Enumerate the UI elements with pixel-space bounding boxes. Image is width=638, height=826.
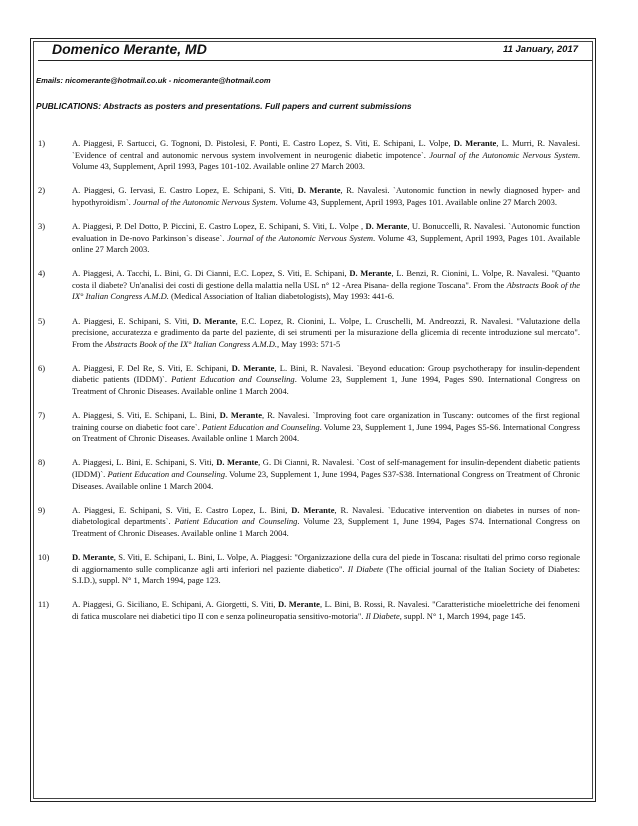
publication-details: . Volume 23, Supplement 1, June 1994, Pages S5-S6. International Congress on Treatment of Chronic Diseases. Available online 1 March 2004. [72, 421, 580, 444]
publication-details: . Volume 23, Supplement 1, June 1994, Pages S37-S38. International Congress on Treatment of Chronic Diseases. Available online 1 March 2004. [72, 468, 580, 491]
publication-item [38, 268, 580, 303]
highlighted-author: D. Merante [231, 362, 275, 373]
publication-source: Journal of the Autonomic Nervous System [132, 196, 276, 207]
publication-number: 6) [38, 362, 46, 373]
highlighted-author: D. Merante [192, 315, 236, 326]
publication-source: Abstracts Book of the IX° Italian Congress A.M.D. [105, 338, 278, 349]
publication-number: 10) [38, 551, 50, 562]
publication-authors: A. Piaggesi, E. Schipani, S. Viti, E. Castro Lopez, L. Bini, [72, 504, 292, 515]
publication-title: , L. Benzi, R. Cionini, L. Volpe, R. Navalesi. "Quanto costa il diabete? Un'analisi dei costi di gestione della malattia nella USL n° 12 -Area Pisana- della regione Toscana". From the [72, 268, 580, 290]
publication-details: (The official journal of the Italian Society of Diabetes: S.I.D.), suppl. N° 1, March 1994, page 123. [72, 563, 580, 586]
publication-details: (Medical Association of Italian diabetologists), May 1993: 441-6. [168, 291, 395, 302]
highlighted-author: D. Merante [219, 410, 263, 421]
publication-details: . Volume 43, Supplement, April 1993, Pages 101. Available online 27 March 2003. [72, 232, 580, 255]
publication-source: Abstracts Book of the IX° Italian Congress A.M.D. [72, 279, 580, 302]
publication-title: , L. Bini, B. Rossi, R. Navalesi. "Caratteristiche mioelettriche dei fenomeni di fatica muscolare nei diabetici tipo II con e senza polineuropatia sensitivo-motoria". [72, 599, 580, 621]
publication-details: . Volume 43, Supplement, April 1993, Pages 101-102. Available online 27 March 2003. [72, 149, 580, 172]
publication-number: 8) [38, 457, 46, 468]
publication-source: Il Diabete [347, 563, 384, 574]
publication-number: 3) [38, 220, 46, 231]
publication-number: 9) [38, 504, 46, 515]
publication-source: Patient Education and Counseling [171, 374, 295, 385]
publication-item [38, 363, 580, 398]
publication-title: , U. Bonuccelli, R. Navalesi. `Autonomic function evaluation in De-novo Parkinson`s disease`. [72, 220, 580, 243]
publication-authors: A. Piaggesi, G. Iervasi, E. Castro Lopez, E. Schipani, S. Viti, [72, 185, 298, 196]
publication-title: , E.C. Lopez, R. Cionini, L. Volpe, L. Cruschelli, M. Andreozzi, R. Navalesi. "Valutazione della precisione, accuratezza e gradimento da parte del paziente, di sei strumenti per la misurazione della glicemia di recente introduzione sul mercato". From the [72, 315, 581, 349]
publication-title: , G. Di Cianni, R. Navalesi. `Cost of self-management for insulin-dependent diabetic patients (IDDM)`. [72, 457, 580, 479]
publication-item [38, 599, 580, 622]
publication-source: Patient Education and Counseling [202, 421, 320, 432]
highlighted-author: D. Merante [278, 599, 320, 610]
publication-authors: A. Piaggesi, A. Tacchi, L. Bini, G. Di Cianni, E.C. Lopez, S. Viti, E. Schipani, [72, 268, 350, 279]
highlighted-author: D. Merante [365, 220, 408, 231]
publication-source: Patient Education and Counseling [174, 516, 298, 527]
publication-number: 7) [38, 410, 46, 421]
publication-details: , suppl. N° 1, March 1994, page 145. [399, 610, 526, 621]
document-date: 11 January, 2017 [503, 44, 578, 55]
publication-source: Journal of the Autonomic Nervous System [227, 232, 374, 243]
publication-authors: A. Piaggesi, F. Sartucci, G. Tognoni, D. Pistolesi, F. Ponti, E. Castro Lopez, S. Viti, E. Schipani, L. Volpe, [72, 138, 454, 148]
highlighted-author: D. Merante [297, 185, 341, 196]
publication-authors: A. Piaggesi, L. Bini, E. Schipani, S. Viti, [72, 457, 217, 468]
publication-item [38, 457, 580, 492]
publication-details: . Volume 43, Supplement, April 1993, Pages 101. Available online 27 March 2003. [275, 196, 558, 207]
publication-item [38, 185, 580, 208]
page-header [38, 42, 592, 61]
publication-source: Il Diabete [365, 610, 400, 621]
publication-details: , May 1993: 571-5 [277, 338, 341, 349]
publication-title: , R. Navalesi. `Educative intervention on diabetes in nurses of non-diabetological departments`. [72, 504, 580, 527]
publication-source: Journal of the Autonomic Nervous System [429, 149, 578, 160]
publication-details: . Volume 23, Supplement 1, June 1994, Pages S74. International Congress on Treatment of Chronic Diseases. Available online 1 March 2004. [72, 516, 580, 538]
publication-item [38, 316, 580, 351]
highlighted-author: D. Merante [349, 268, 392, 279]
publication-number: 4) [38, 268, 46, 279]
publication-title: , R. Navalesi. `Autonomic function in newly diagnosed hyper- and hypothyroidism`. [72, 185, 580, 207]
publication-authors: A. Piaggesi, G. Siciliano, E. Schipani, A. Giorgetti, S. Viti, [72, 599, 279, 610]
publication-item [38, 552, 580, 587]
publication-title: , S. Viti, E. Schipani, L. Bini, L. Volpe, A. Piaggesi: "Organizzazione della cura del piede in Toscana: risultati del primo corso regionale di aggiornamento sulle complicanze agli arti inferiori nel paziente diabetico". [72, 551, 580, 574]
publication-authors: A. Piaggesi, F. Del Re, S. Viti, E. Schipani, [72, 362, 232, 373]
highlighted-author: D. Merante [72, 551, 114, 562]
publication-details: . Volume 23, Supplement 1, June 1994, Pages S90. International Congress on Treatment of Chronic Diseases. Available online 1 March 2004. [72, 374, 580, 396]
publication-list [38, 138, 580, 635]
publication-number: 2) [38, 185, 46, 196]
publication-authors: A. Piaggesi, E. Schipani, S. Viti, [72, 315, 193, 326]
highlighted-author: D. Merante [216, 457, 259, 468]
highlighted-author: D. Merante [291, 504, 335, 515]
publication-number: 5) [38, 315, 46, 326]
publication-item [38, 410, 580, 445]
publication-title: , L. Murri, R. Navalesi. `Evidence of central and autonomic nervous system involvement in neurogenic diabetic impotence`. [72, 138, 581, 160]
publication-title: , R. Navalesi. `Improving foot care organization in Tuscany: outcomes of the first regional training course on diabetic foot care`. [72, 410, 580, 432]
contact-emails: Emails: nicomerante@hotmail.co.uk - nicomerante@hotmail.com [36, 76, 271, 85]
publication-source: Patient Education and Counseling [107, 468, 226, 479]
author-name: Domenico Merante, MD [52, 41, 207, 57]
highlighted-author: D. Merante [453, 138, 497, 148]
publication-item [38, 505, 580, 540]
publication-number: 1) [38, 138, 46, 148]
publication-title: , L. Bini, R. Navalesi. `Beyond education: Group psychotherapy for insulin-dependent diabetic patients (IDDM)`. [72, 362, 580, 385]
publication-number: 11) [38, 599, 50, 610]
publication-item [38, 221, 580, 256]
publication-authors: A. Piaggesi, P. Del Dotto, P. Piccini, E. Castro Lopez, E. Schipani, S. Viti, L. Volpe , [72, 220, 366, 231]
publication-item [38, 138, 580, 173]
section-title: PUBLICATIONS: Abstracts as posters and presentations. Full papers and current submissions [36, 101, 412, 111]
publication-authors: A. Piaggesi, S. Viti, E. Schipani, L. Bini, [72, 410, 220, 421]
